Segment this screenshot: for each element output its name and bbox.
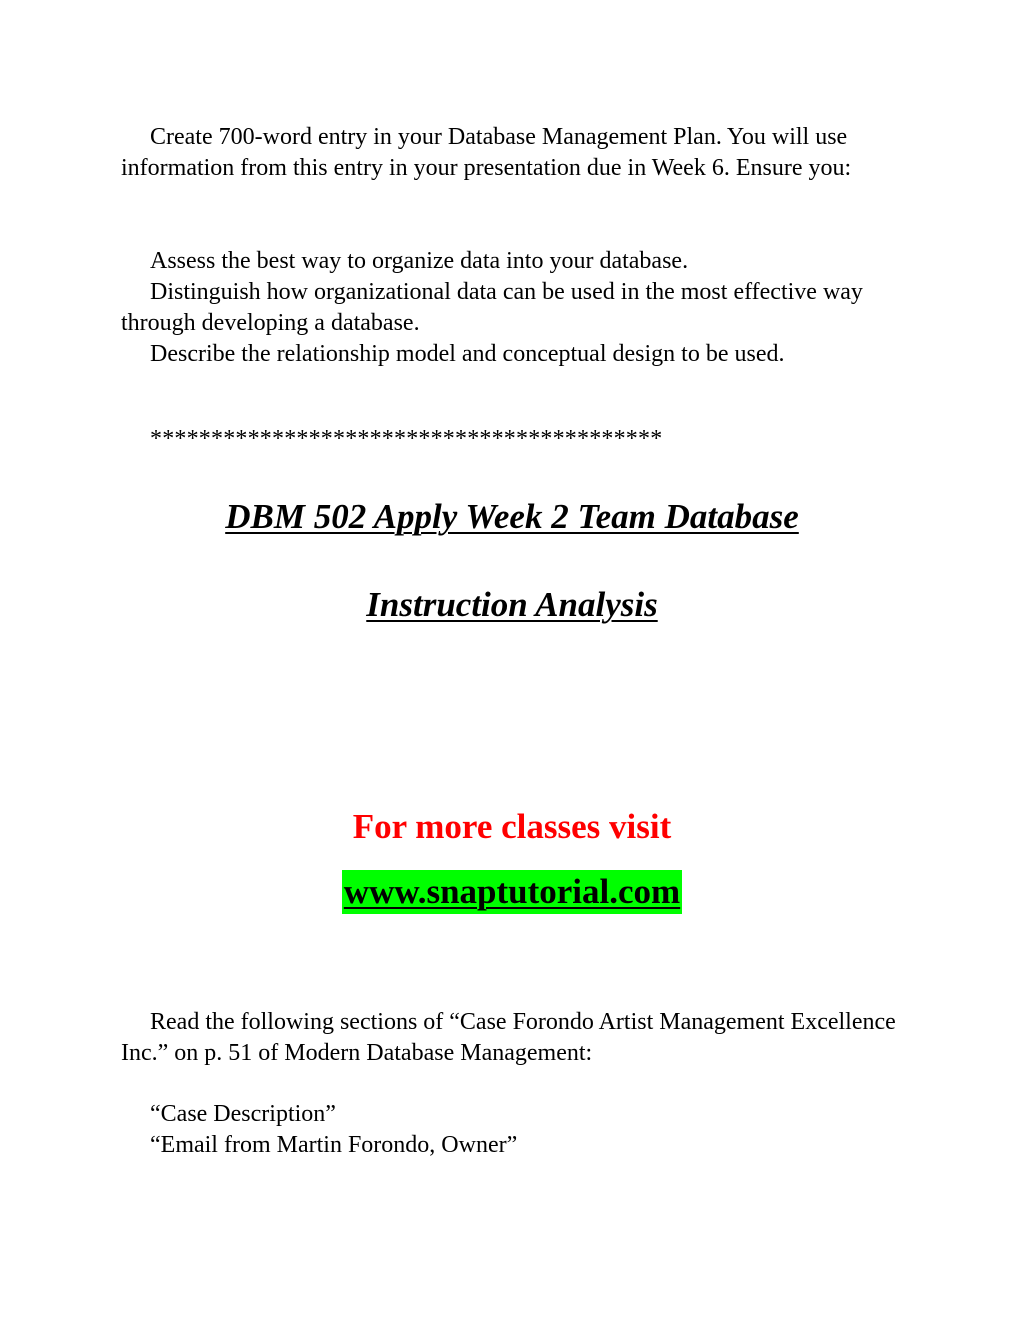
promo-text: For more classes visit bbox=[352, 807, 672, 846]
reading-section bbox=[121, 1007, 911, 1069]
page-title-line-2: Instruction Analysis bbox=[366, 585, 658, 624]
task-item: Distinguish how organizational data can be used in the most effective way through developing a database. bbox=[121, 279, 863, 336]
snaptutorial-link[interactable]: www.snaptutorial.com bbox=[342, 870, 682, 914]
intro-paragraph: Create 700-word entry in your Database Management Plan. You will use information from this entry in your presentation due in Week 6. Ensure you: bbox=[121, 124, 852, 181]
task-item: Assess the best way to organize data into your database. bbox=[150, 248, 689, 274]
task-list bbox=[121, 246, 911, 370]
page-title-line-1: DBM 502 Apply Week 2 Team Database bbox=[225, 497, 799, 536]
reading-item: “Email from Martin Forondo, Owner” bbox=[150, 1132, 518, 1158]
separator-line: ****************************************** bbox=[150, 426, 663, 452]
reading-list bbox=[121, 1099, 911, 1161]
reading-item: “Case Description” bbox=[150, 1101, 336, 1127]
intro-section bbox=[121, 122, 911, 184]
task-item: Describe the relationship model and conceptual design to be used. bbox=[150, 341, 785, 367]
promo-link-wrapper bbox=[0, 870, 1024, 914]
reading-paragraph: Read the following sections of “Case Forondo Artist Management Excellence Inc.” on p. 51 of Modern Database Management: bbox=[121, 1009, 896, 1066]
